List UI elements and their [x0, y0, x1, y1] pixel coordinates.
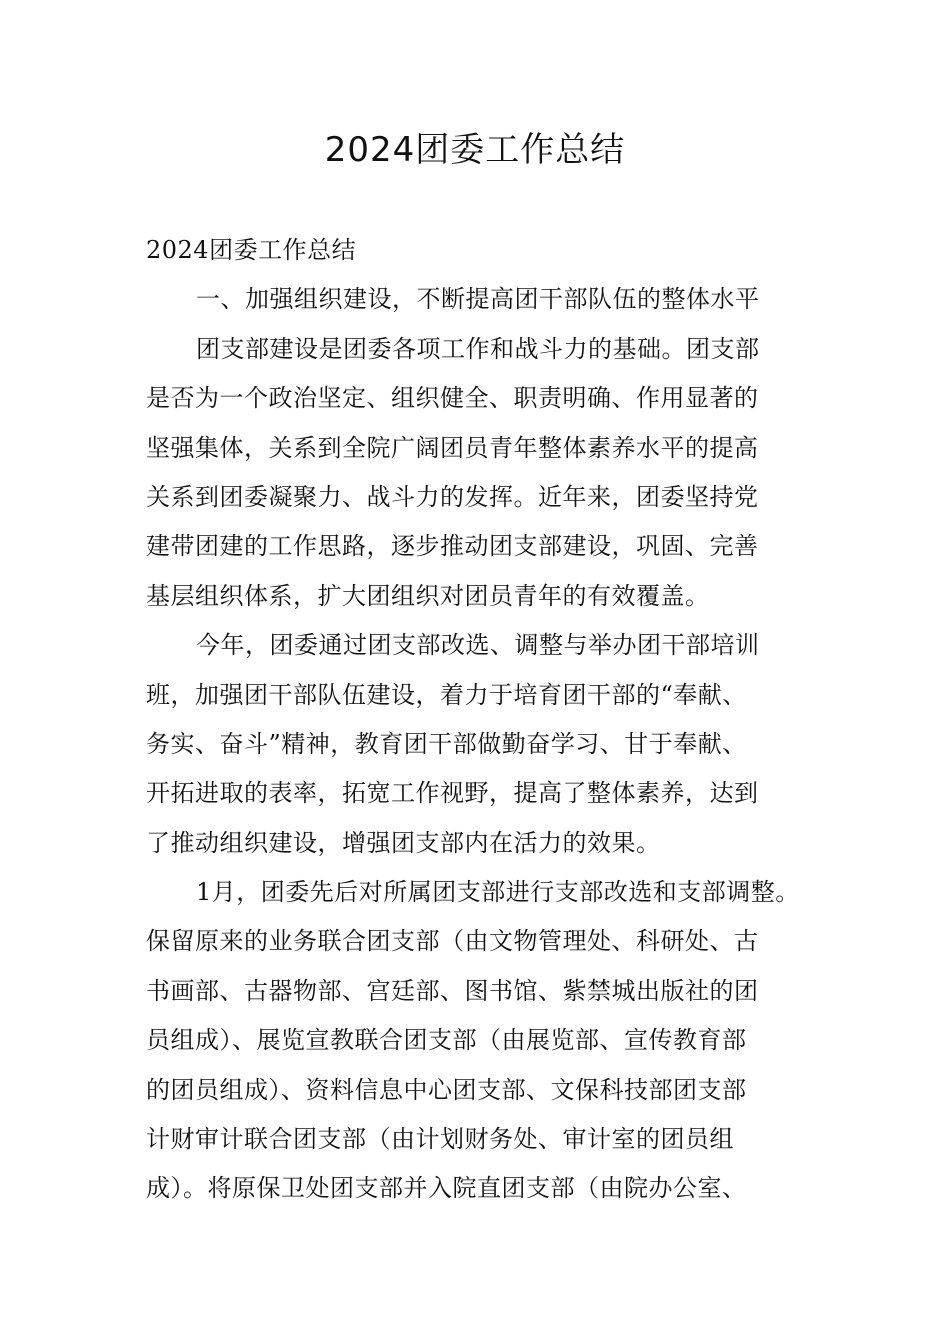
- text-line: 基层组织体系，扩大团组织对团员青年的有效覆盖。: [146, 581, 710, 610]
- text-line: 关系到团委凝聚力、战斗力的发挥。近年来，团委坚持党: [146, 482, 759, 511]
- document-title: 2024团委工作总结: [324, 130, 626, 170]
- text-line: 今年，团委通过团支部改选、调整与举办团干部培训: [196, 631, 760, 660]
- text-line: 团支部建设是团委各项工作和战斗力的基础。团支部: [196, 334, 760, 363]
- document-body: [146, 226, 808, 1214]
- text-line: 开拓进取的表率，拓宽工作视野，提高了整体素养，达到: [146, 779, 759, 808]
- text-line: 成）。将原保卫处团支部并入院直团支部（由院办公室、: [146, 1174, 747, 1203]
- text-line: 2024团委工作总结: [146, 236, 357, 264]
- text-line: 坚强集体，关系到全院广阔团员青年整体素养水平的提高: [146, 433, 759, 462]
- text-line: 建带团建的工作思路，逐步推动团支部建设，巩固、完善: [146, 532, 759, 561]
- text-line: 班，加强团干部队伍建设，着力于培育团干部的“奉献、: [146, 680, 747, 709]
- text-line: 1月，团委先后对所属团支部进行支部改选和支部调整。: [196, 878, 800, 907]
- text-line: 的团员组成）、资料信息中心团支部、文保科技部团支部: [146, 1075, 747, 1104]
- text-line: 员组成）、展览宣教联合团支部（由展览部、宣传教育部: [146, 1026, 747, 1055]
- text-line: 计财审计联合团支部（由计划财务处、审计室的团员组: [146, 1125, 734, 1154]
- text-line: 务实、奋斗”精神，教育团干部做勤奋学习、甘于奉献、: [146, 729, 747, 758]
- text-line: 是否为一个政治坚定、组织健全、职责明确、作用显著的: [146, 384, 759, 413]
- text-line: 一、加强组织建设，不断提高团干部队伍的整体水平: [196, 285, 760, 314]
- text-line: 了推动组织建设，增强团支部内在活力的效果。: [146, 828, 661, 857]
- text-line: 书画部、古器物部、宫廷部、图书馆、紫禁城出版社的团: [146, 976, 759, 1005]
- text-line: 保留原来的业务联合团支部（由文物管理处、科研处、古: [146, 927, 759, 956]
